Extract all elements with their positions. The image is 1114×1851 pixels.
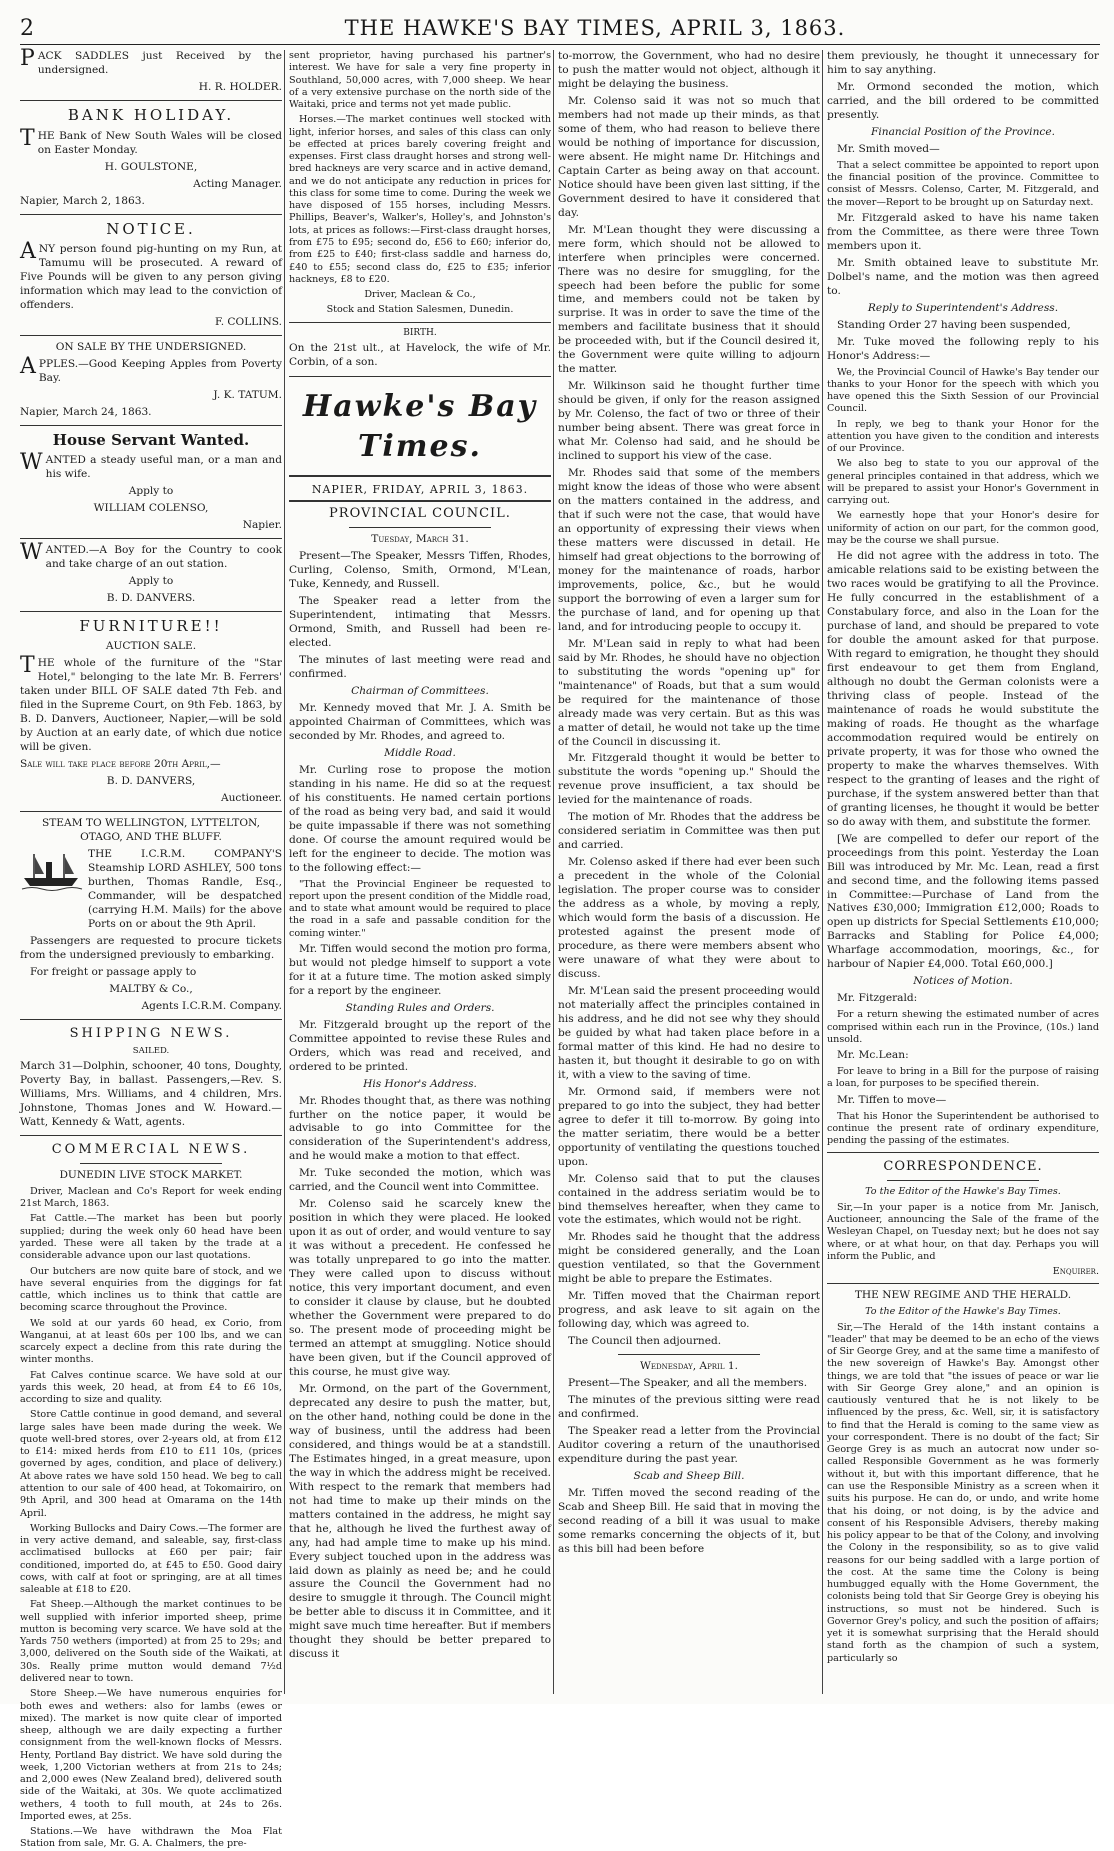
article-paragraph: Present—The Speaker, Messrs Tiffen, Rhodes, Curling, Colenso, Smith, Ormond, M'Lean, Tuke, Kennedy, and Russell.	[289, 550, 551, 591]
article-motion: For leave to bring in a Bill for the purpose of raising a loan, for purposes to be specified therein.	[827, 1066, 1099, 1090]
article-paragraph: Mr. Colenso said that to put the clauses contained in the address seriatim would be to bind themselves hereafter, when they came to vote the estimates, which would not be right.	[558, 1172, 820, 1227]
heading-auction-sale: AUCTION SALE.	[105, 640, 197, 653]
divider	[827, 1283, 1099, 1284]
column-4	[827, 50, 1099, 1698]
ad-signature: H. R. HOLDER.	[198, 80, 282, 93]
dunedin-report-cont	[289, 50, 551, 317]
article-paragraph: Mr. Colenso asked if there had ever been such a precedent in the whole of the Colonial legislation. The proper course was to consider the address as a whole, by moving a reply, which would form the basis of a discussion. He protested against the present mode of procedure, as there were members absent who were unaware of what they were about to discuss.	[558, 856, 820, 980]
subheading-standing-rules: Standing Rules and Orders.	[345, 1001, 495, 1014]
ad-apply: Apply to	[128, 484, 174, 497]
ad-steam-text3: For freight or passage apply to	[30, 965, 197, 978]
page-title: THE HAWKE'S BAY TIMES, APRIL 3, 1863.	[344, 16, 846, 40]
subheading-notices: Notices of Motion.	[913, 975, 1013, 988]
divider	[20, 425, 282, 426]
article-motion: That his Honor the Superintendent be authorised to continue the present rate of ordinary expenditure, pending the passing of the estimates.	[827, 1110, 1099, 1147]
steamship-icon	[20, 848, 82, 892]
subheading-scab-bill: Scab and Sheep Bill.	[633, 1469, 745, 1482]
article-quote: We also beg to state to you our approval of the general principles contained in that address, which we will be prepared to assist your Honor's Government in carrying out.	[827, 458, 1099, 507]
report-paragraph: Store Cattle continue in good demand, and several large sales have been made during the week. We quote well-bred stores, over 2-years old, at from £12 to £14: mixed herds from £10 to £11 10s, (prices governed by ages, condition, and place of delivery.) At above rates we have sold 150 head. We beg to call attention to our sale of 400 head, at Tokomairiro, on 9th April, and 300 head at Omarama on the 14th April.	[20, 1409, 282, 1519]
article-quote: "That the Provincial Engineer be requested to report upon the present condition of the Middle road, and to state what amount would be required to place the road in a safe and passable condition for the coming winter."	[289, 878, 551, 939]
heading-wednesday: Wednesday, April 1.	[640, 1360, 738, 1373]
subheading-honors-address: His Honor's Address.	[363, 1077, 477, 1090]
column-3	[558, 50, 820, 1698]
report-paragraph: Stations.—We have withdrawn the Moa Flat Station from sale, Mr. G. A. Chalmers, the pre-	[20, 1826, 282, 1850]
article-paragraph: Mr. Wilkinson said he thought further time should be given, if only for the reason assigned by Mr. Colenso, the fact of two or three of their number being absent. There was great force in what Mr. Colenso had said, and he should be inclined to support his view of the case.	[558, 380, 820, 463]
divider	[20, 214, 282, 215]
steamship-ad	[20, 848, 282, 935]
ad-signature: WILLIAM COLENSO,	[93, 501, 209, 514]
article-paragraph: Mr. Tiffen moved the second reading of the Scab and Sheep Bill. He said that in moving the second reading of a bill it was usual to make some remarks concerning the objects of it, but as this bill had been before	[558, 1486, 820, 1555]
divider	[20, 1135, 282, 1136]
ad-signature-role: Agents I.C.R.M. Company.	[141, 999, 282, 1012]
masthead	[20, 14, 1100, 45]
column-rule	[553, 50, 554, 1694]
ad-signature: J. K. TATUM.	[213, 389, 282, 402]
article-paragraph: He did not agree with the address in toto. The amicable relations said to be existing between the two races would be gratifying to all the Province. He fully concurred in the establishment of a Constabulary force, and also in the Loan for the purchase of land, and should be prepared to vote for double the amount asked for that purpose. With regard to emigration, he thought they should first endeavour to get them from England, although no doubt the German colonists were a thriving class of people. Instead of the maintenance of roads he would substitute the making of roads. He thought as the wharfage accommodation required would be entirely on private property, it was for those who owned the property to make the wharves themselves. With respect to the granting of leases and the right of purchase, if the system answered better than that of granting licenses, he thought it would be better so do away with them, and substitute the former.	[827, 550, 1099, 828]
divider	[289, 322, 551, 323]
article-paragraph: The Speaker read a letter from the Provincial Auditor covering a return of the unauthorised expenditure during the past year.	[558, 1425, 820, 1465]
ad-signature: B. D. DANVERS,	[106, 775, 196, 788]
divider	[20, 1019, 282, 1020]
article-paragraph: Mr. Smith obtained leave to substitute Mr. Dolbel's name, and the motion was then agreed to.	[827, 256, 1099, 297]
ad-signature-role: Acting Manager.	[193, 177, 282, 190]
letter-text: Sir,—The Herald of the 14th instant contains a "leader" that may be deemed to be an echo of the views of Sir George Grey, and at the same time a manifesto of the new sovereign of Hawke's Bay. Amongst other things, we are told that "the issues of peace or war lie with Sir George Grey alone," and an opinion is cautiously ventured that he is not likely to be influenced by the press, &c. Well, sir, it is satisfactory to find that the Herald is coming to the same view as your correspondent. There is no doubt of the fact; Sir George Grey is as much an autocrat now under so-called Responsible Government as he was formerly without it, but with this important difference, that he can use the Responsible Ministry as a screen when it suits his purpose. He can do, or undo, and write home that his doing, or not doing, is by the advice and consent of his Responsible Advisers, thereby making his policy appear to be that of the Colony, and involving the Colony in the responsibility, so as to give valid reasons for our being saddled with a large portion of the cost. At the same time the Colony is being humbugged equally with the Home Government, the colonists being told that Sir George Grey is obeying his instructions, so must not be hindered. Such is Governor Grey's policy, and such the position of affairs; yet it is somewhat surprising that the Herald should stand forth as the champion of such a system, particularly so	[827, 1321, 1100, 1664]
letter-salutation: To the Editor of the Hawke's Bay Times.	[865, 1186, 1061, 1198]
ad-date: Napier, March 2, 1863.	[20, 194, 145, 207]
ad-notice-text: ANY person found pig-hunting on my Run, at Tamumu will be prosecuted. A reward of Five Pounds will be given to any person giving information which may lead to the conviction of offenders.	[20, 239, 282, 312]
ad-furniture-text: THE whole of the furniture of the "Star Hotel," belonging to the late Mr. B. Ferrers' taken under BILL OF SALE dated 7th Feb. and filed in the Supreme Court, on 9th Feb. 1863, by B. D. Danvers, Auctioneer, Napier,—will be sold by Auction at an early date, of which due notice will be given.	[20, 653, 282, 754]
article-paragraph: The minutes of the previous sitting were read and confirmed.	[558, 1394, 820, 1421]
report-signature-role: Stock and Station Salesmen, Dunedin.	[326, 304, 514, 316]
report-paragraph: We sold at our yards 60 head, ex Corio, from Wanganui, at at least 60s per 100 lbs, and we can scarcely expect a decline from this rate during the winter months.	[20, 1317, 282, 1366]
article-paragraph: Mr. Rhodes thought that, as there was nothing further on the notice paper, it would be advisable to go into Committee for the consideration of the Superintendent's address, and he would make a motion to that effect.	[289, 1094, 551, 1163]
ad-steam-text2: Passengers are requested to procure tickets from the undersigned previously to embarking.	[20, 934, 282, 961]
article-quote: We, the Provincial Council of Hawke's Bay tender our thanks to your Honor for the speech with which you have opened this the Sixth Session of our Provincial Council.	[827, 366, 1099, 415]
column-2	[289, 50, 551, 1698]
article-paragraph: Mr. Tiffen would second the motion pro forma, but would not pledge himself to support a vote for it at a future time. The motion asked simply for a report by the engineer.	[289, 942, 551, 997]
address-reply-text	[827, 367, 1099, 548]
report-paragraph: Our butchers are now quite bare of stock, and we have several enquiries from the diggings for fat cattle, which inclines us to think that cattle are becoming scarce throughout the Province.	[20, 1265, 282, 1314]
article-motion: That a select committee be appointed to report upon the financial position of the province. Committee to consist of Messrs. Colenso, Carter, M. Fitzgerald, and the mover—Report to be brought up on Saturday next.	[827, 159, 1099, 208]
ad-boy-text: WANTED.—A Boy for the Country to cook and take charge of an out station.	[20, 539, 282, 570]
article-paragraph: The minutes of last meeting were read and confirmed.	[289, 654, 551, 680]
article-paragraph: The Council then adjourned.	[568, 1335, 722, 1348]
article-paragraph: Mr. Ormond said, if members were not prepared to go into the subject, they had better agree to defer it till to-morrow. By going into the matter seriatim, there would be a better opportunity of ventilating the questions touched upon.	[558, 1085, 820, 1168]
heading-furniture: FURNITURE!!	[79, 616, 223, 635]
article-paragraph: Mr. Tuke seconded the motion, which was carried, and the Council went into Committee.	[289, 1167, 551, 1194]
heading-new-regime: THE NEW REGIME AND THE HERALD.	[854, 1289, 1072, 1302]
report-paragraph: Horses.—The market continues well stocked with light, inferior horses, and sales of this class can only be effected at prices barely covering freight and expenses. First class draught horses and strong well-bred hackneys are very scarce and in active demand, and we do not anticipate any reduction in prices for this class for some time to come. During the week we have disposed of 155 horses, including Messrs. Phillips, Beaver's, Walker's, Holley's, and Johnston's lots, at prices as follows:—First-class draught horses, from £75 to £95; second do, £56 to £60; inferior do, from £25 to £40; first-class saddle and harness do, £40 to £55; second class do, £25 to £35; inferior hackneys, £8 to £20.	[289, 114, 551, 285]
report-paragraph: Driver, Maclean and Co's Report for week ending 21st March, 1863.	[20, 1185, 282, 1210]
ad-apply: Apply to	[128, 574, 174, 587]
report-paragraph: Store Sheep.—We have numerous enquiries for both ewes and wethers: also for lambs (ewes or mixed). The market is now quite clear of imported sheep, although we are daily expecting a further consignment from the well-known flocks of Messrs. Henty, Portland Bay district. We have sold during the week, 1,200 Victorian wethers at from 21s to 24s; and 2,000 ewes (New Zealand bred), delivered south side of the Waitaki, at 30s. We quote acclimatized wethers, 4 tooth to full mouth, at 24s to 26s. Imported ewes, at 25s.	[20, 1688, 282, 1822]
divider	[349, 527, 491, 528]
article-paragraph: Mr. Fitzgerald brought up the report of the Committee appointed to revise these Rules and Orders, which was read and received, and ordered to be printed.	[289, 1018, 551, 1073]
report-paragraph: Fat Sheep.—Although the market continues to be well supplied with inferior imported sheep, prime mutton is becoming very scarce. We have sold at the Yards 750 wethers (imported) at from 25 to 29s; and 3,000, delivered on the South side of the Waikati, at 30s. Really prime mutton would demand 7½d delivered near to town.	[20, 1599, 282, 1684]
article-paragraph: them previously, he thought it unnecessary for him to say anything.	[827, 50, 1099, 76]
article-paragraph: Mr. Rhodes said he thought that the address might be considered generally, and the Loan question ventilated, so that the Government might be able to prepare the Estimates.	[558, 1231, 820, 1286]
letter-salutation: To the Editor of the Hawke's Bay Times.	[865, 1306, 1061, 1318]
ad-signature: MALTBY & Co.,	[109, 982, 193, 995]
article-paragraph: The Speaker read a letter from the Superintendent, intimating that Messrs. Ormond, Smith, and Russell had been re-elected.	[289, 595, 551, 650]
ad-steam-text: THE I.C.R.M. COMPANY'S Steamship LORD ASHLEY, 500 tons burthen, Thomas Randle, Esq., Commander, will be despatched (carrying H.M. Mails) for the above Ports on or about the 9th April.	[88, 847, 282, 930]
divider	[80, 1163, 222, 1164]
article-paragraph: Mr. Colenso said he scarcely knew the position in which they were placed. He looked upon it as out of order, and would venture to say it was without a precedent. He confessed he was totally unprepared to go into the matter. They were called upon to discuss without notice, this very important document, and even to consider it clause by clause, but he doubted whether the Government were prepared to do so. The present mode of proceeding might be termed an attempt at smuggling. Notice should have been given, but if the Council approved of this course, he must give way.	[289, 1198, 551, 1378]
article-paragraph: Mr. Mc.Lean:	[837, 1049, 909, 1062]
report-paragraph: sent proprietor, having purchased his partner's interest. We have for sale a very fine property in Southland, 50,000 acres, with 7,000 sheep. We hear of a very extensive purchase on the north side of the Waitaki, price and terms not yet made public.	[289, 50, 551, 111]
divider	[20, 335, 282, 336]
article-paragraph: Mr. Kennedy moved that Mr. J. A. Smith be appointed Chairman of Committees, which was seconded by Mr. Rhodes, and agreed to.	[289, 701, 551, 742]
column-rule	[822, 50, 823, 1694]
paper-title: Hawke's Bay Times.	[289, 376, 551, 476]
article-paragraph: Mr. Tiffen to move—	[837, 1093, 947, 1106]
ad-furniture-note: Sale will take place before 20th April,—	[20, 758, 221, 771]
ad-servant-text: WANTED a steady useful man, or a man and his wife.	[20, 449, 282, 480]
heading-house-servant: House Servant Wanted.	[52, 431, 250, 449]
heading-shipping: SHIPPING NEWS.	[69, 1025, 233, 1041]
ad-signature: F. COLLINS.	[215, 316, 282, 329]
article-quote: In reply, we beg to thank your Honor for the attention you have given to the condition and interests of our Province.	[827, 418, 1099, 455]
heading-tuesday: Tuesday, March 31.	[371, 533, 469, 546]
heading-correspondence: CORRESPONDENCE.	[883, 1159, 1043, 1175]
heading-dunedin: DUNEDIN LIVE STOCK MARKET.	[59, 1168, 243, 1181]
letter-text: Sir,—In your paper is a notice from Mr. Janisch, Auctioneer, announcing the Sale of the frame of the Wesleyan Chapel, on Tuesday next; but he does not say where, or at what hour, on that day. Perhaps you will inform the Public, and	[827, 1201, 1099, 1262]
article-motion: For a return shewing the estimated number of acres comprised within each run in the Province, (10s.) land unsold.	[827, 1009, 1099, 1045]
article-paragraph: Mr. Fitzgerald:	[837, 992, 918, 1005]
article-paragraph: The motion of Mr. Rhodes that the address be considered seriatim in Committee was then put and carried.	[558, 811, 820, 852]
shipping-text: March 31—Dolphin, schooner, 40 tons, Doughty, Poverty Bay, in ballast. Passengers,—Rev. S. Williams, Mrs. Williams, and 4 children, Mrs. Johnstone, Thomas Jones and W. Howard.—Watt, Kennedy & Watt, agents.	[20, 1059, 282, 1128]
heading-provincial-council: PROVINCIAL COUNCIL.	[329, 506, 511, 522]
heading-birth: BIRTH.	[403, 327, 437, 338]
article-paragraph: Mr. Rhodes said that some of the members might know the ideas of those who were absent on the matters contained in the address, and that if such were not the case, that would have an opportunity of expressing their views when these matters were discussed in detail. He himself had great objections to the borrowing of money for the maintenance of roads, harbor improvements, police, &c., but he would support the borrowing of even a larger sum for the purchase of land, and for opening up that land, and for introducing people to occupy it.	[558, 467, 820, 633]
report-paragraph: Fat Calves continue scarce. We have sold at our yards this week, 20 head, at from £4 to £6 10s, according to size and quality.	[20, 1369, 282, 1406]
letter-signature: Enquirer.	[1052, 1266, 1099, 1278]
article-paragraph: Mr. Smith moved—	[837, 142, 940, 155]
ad-bank-text: THE Bank of New South Wales will be closed on Easter Monday.	[20, 125, 282, 156]
article-paragraph: [We are compelled to defer our report of the proceedings from this point. Yesterday the Loan Bill was introduced by Mr. Mc. Lean, read a first and second time, and the following items passed in Committee:—Purchase of Land from the Natives £30,000; Immigration £12,000; Roads to open up districts for Special Settlements £10,000; Barracks and Stabling for Police £4,000; Wharfage accommodation, moorings, &c., for harbour of Napier £4,000. Total £60,000.]	[827, 832, 1099, 971]
birth-text: On the 21st ult., at Havelock, the wife of Mr. Corbin, of a son.	[289, 342, 551, 369]
article-paragraph: Mr. M'Lean said the present proceeding would not materially affect the principles contained in his address, and he did not see why they should be guided by what had taken place before in a formal matter of this kind. He had no desire to hasten it, but thought it desirable to go on with it, with a view to the saving of time.	[558, 984, 820, 1081]
subheading-middle-road: Middle Road.	[384, 746, 456, 759]
paper-date: NAPIER, FRIDAY, APRIL 3, 1863.	[289, 481, 551, 503]
report-paragraph: Working Bullocks and Dairy Cows.—The former are in very active demand, and saleable, say, first-class acclimatised bullocks at £60 per pair; fair conditioned, imported do, at £45 to £50. Good dairy cows, with calf at foot or springing, are at all times saleable at £18 to £20.	[20, 1522, 282, 1596]
article-paragraph: Mr. Curling rose to propose the motion standing in his name. He did so at the request of his constituents. He named certain portions of the road as being very bad, and said it would be quite impassable if there was not something done. Of course the amount required would be left for the engineer to decide. The motion was to the following effect:—	[289, 763, 551, 874]
article-paragraph: Mr. M'Lean thought they were discussing a mere form, which should not be allowed to interfere when principles were concerned. There was no desire for smuggling, for the speech had been before the public for some time, and members could not be taken by surprise. It was in order to save the time of the members and facilitate business that it should be proceeded with, but if the Council desired it, the Government were quite willing to adjourn the matter.	[558, 223, 820, 376]
column-rule	[284, 50, 285, 1694]
article-paragraph: to-morrow, the Government, who had no desire to push the matter would not object, although it might be delaying the business.	[558, 50, 820, 90]
heading-commercial: COMMERCIAL NEWS.	[51, 1141, 251, 1157]
article-paragraph: Mr. Ormond, on the part of the Government, deprecated any desire to push the matter, but, on the other hand, nothing could be done in the way of business, until the address had been considered, and things would be at a standstill. The Estimates hinged, in a great measure, upon the way in which the address might be received. With respect to the remark that members had not had time to make up their minds on the matters contained in the address, he might say that he, although he lived the furthest away of any, had had ample time to make up his mind. Every subject touched upon in the address was laid down as plainly as need be; and he could assure the Council the Government had no desire to smuggle it through. The Council might be better able to discuss it in Committee, and it might save much time hereafter. But if members thought they should be better prepared to discuss it	[289, 1382, 551, 1661]
heading-bank-holiday: BANK HOLIDAY.	[67, 105, 235, 124]
column-1	[20, 46, 282, 1850]
subheading-reply: Reply to Superintendent's Address.	[867, 301, 1059, 314]
article-paragraph: Mr. Ormond seconded the motion, which carried, and the bill ordered to be committed presently.	[827, 80, 1099, 121]
subheading-chairman: Chairman of Committees.	[351, 684, 489, 697]
article-paragraph: Mr. Tiffen moved that the Chairman report progress, and ask leave to sit again on the following day, which was agreed to.	[558, 1290, 820, 1331]
article-quote: We earnestly hope that your Honor's desire for uniformity of action on our part, for the common good, may be the course we shall pursue.	[827, 510, 1099, 546]
divider	[20, 100, 282, 101]
report-signature: Driver, Maclean & Co.,	[364, 289, 476, 301]
subheading-financial: Financial Position of the Province.	[871, 125, 1055, 138]
article-paragraph: Standing Order 27 having been suspended,	[837, 318, 1071, 331]
article-paragraph: Mr. Fitzgerald asked to have his name taken from the Committee, as there were three Town members upon it.	[827, 211, 1099, 252]
article-paragraph: Mr. Colenso said it was not so much that members had not made up their minds, as that some of them, who had reason to believe there would be nothing of importance for discussion, were absent. He might name Dr. Hitchings and Captain Carter as being away on that account. Notice should have been given last sitting, if the Government desired to have it considered that day.	[558, 94, 820, 219]
divider	[827, 1152, 1099, 1153]
heading-notice: NOTICE.	[106, 219, 196, 238]
report-paragraph: Fat Cattle.—The market has been but poorly supplied; during the week only 60 head have been yarded. These were all taken by the trade at a considerable advance upon our last quotations.	[20, 1213, 282, 1262]
ad-signature: H. GOULSTONE,	[104, 160, 198, 173]
ad-place: Napier.	[242, 518, 282, 531]
article-paragraph: Present—The Speaker, and all the members.	[568, 1377, 808, 1390]
page-number: 2	[20, 16, 34, 41]
heading-on-sale: ON SALE BY THE UNDERSIGNED.	[55, 341, 247, 354]
ad-apples-text: APPLES.—Good Keeping Apples from Poverty Bay.	[20, 354, 282, 385]
ad-signature: B. D. DANVERS.	[106, 591, 196, 604]
divider	[887, 1180, 1039, 1181]
article-paragraph: Mr. Tuke moved the following reply to his Honor's Address:—	[827, 335, 1099, 362]
dunedin-report	[20, 1186, 282, 1851]
ad-pack-saddles: PACK SADDLES just Received by the undersigned.	[20, 46, 282, 76]
divider	[20, 538, 282, 539]
article-paragraph: Mr. Fitzgerald thought it would be better to substitute the words "opening up." Should the revenue prove insufficient, a tax should be levied for the maintenance of roads.	[558, 752, 820, 807]
divider	[20, 611, 282, 612]
ad-date: Napier, March 24, 1863.	[20, 406, 152, 419]
ad-signature-role: Auctioneer.	[220, 792, 282, 804]
article-paragraph: Mr. M'Lean said in reply to what had been said by Mr. Rhodes, he should have no objection to substituting the words "opening up" for "maintenance" of Roads, but that a sum would be required for the maintenance of those already made was very certain. But as this was a matter of detail, he would not take up the time of the Council in discussing it.	[558, 637, 820, 748]
heading-steam: STEAM TO WELLINGTON, LYTTELTON, OTAGO, AND THE BLUFF.	[41, 816, 261, 843]
heading-sailed: SAILED.	[132, 1045, 170, 1056]
divider	[20, 811, 282, 812]
divider	[618, 1354, 760, 1355]
